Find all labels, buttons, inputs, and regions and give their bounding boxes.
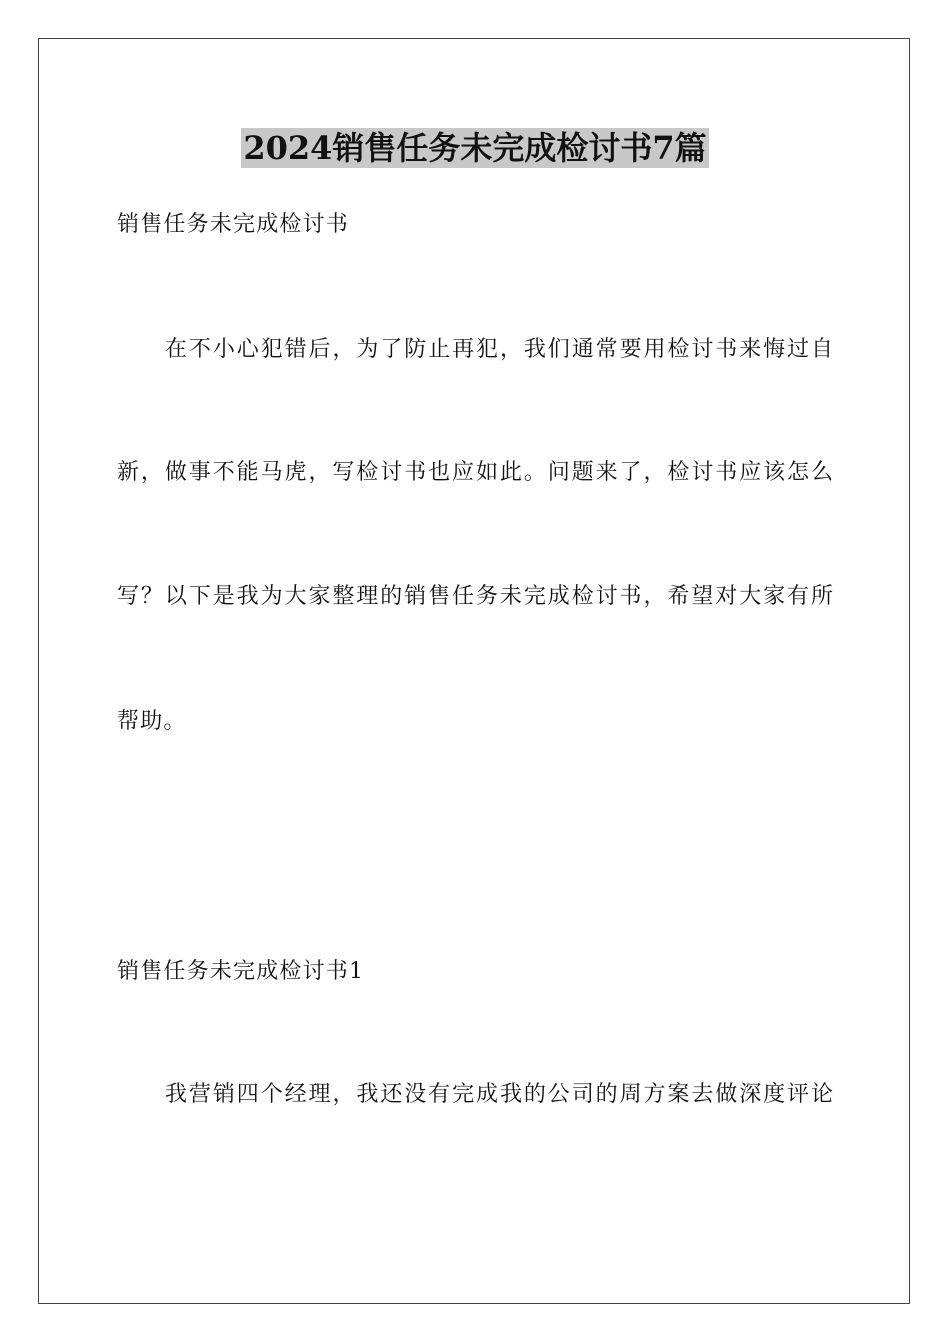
paragraph-line: 帮助。 <box>117 709 187 734</box>
section-heading: 销售任务未完成检讨书1 <box>117 959 365 984</box>
document-title-text: 2024销售任务未完成检讨书7篇 <box>243 129 707 167</box>
document-title <box>0 128 950 168</box>
paragraph-line: 我营销四个经理，我还没有完成我的公司的周方案去做深度评论 <box>165 1082 833 1107</box>
paragraph-line: 写？以下是我为大家整理的销售任务未完成检讨书，希望对大家有所 <box>117 584 833 609</box>
paragraph-line: 在不小心犯错后，为了防止再犯，我们通常要用检讨书来悔过自 <box>165 337 833 362</box>
document-subtitle: 销售任务未完成检讨书 <box>117 212 350 237</box>
paragraph-line: 新，做事不能马虎，写检讨书也应如此。问题来了，检讨书应该怎么 <box>117 460 833 485</box>
